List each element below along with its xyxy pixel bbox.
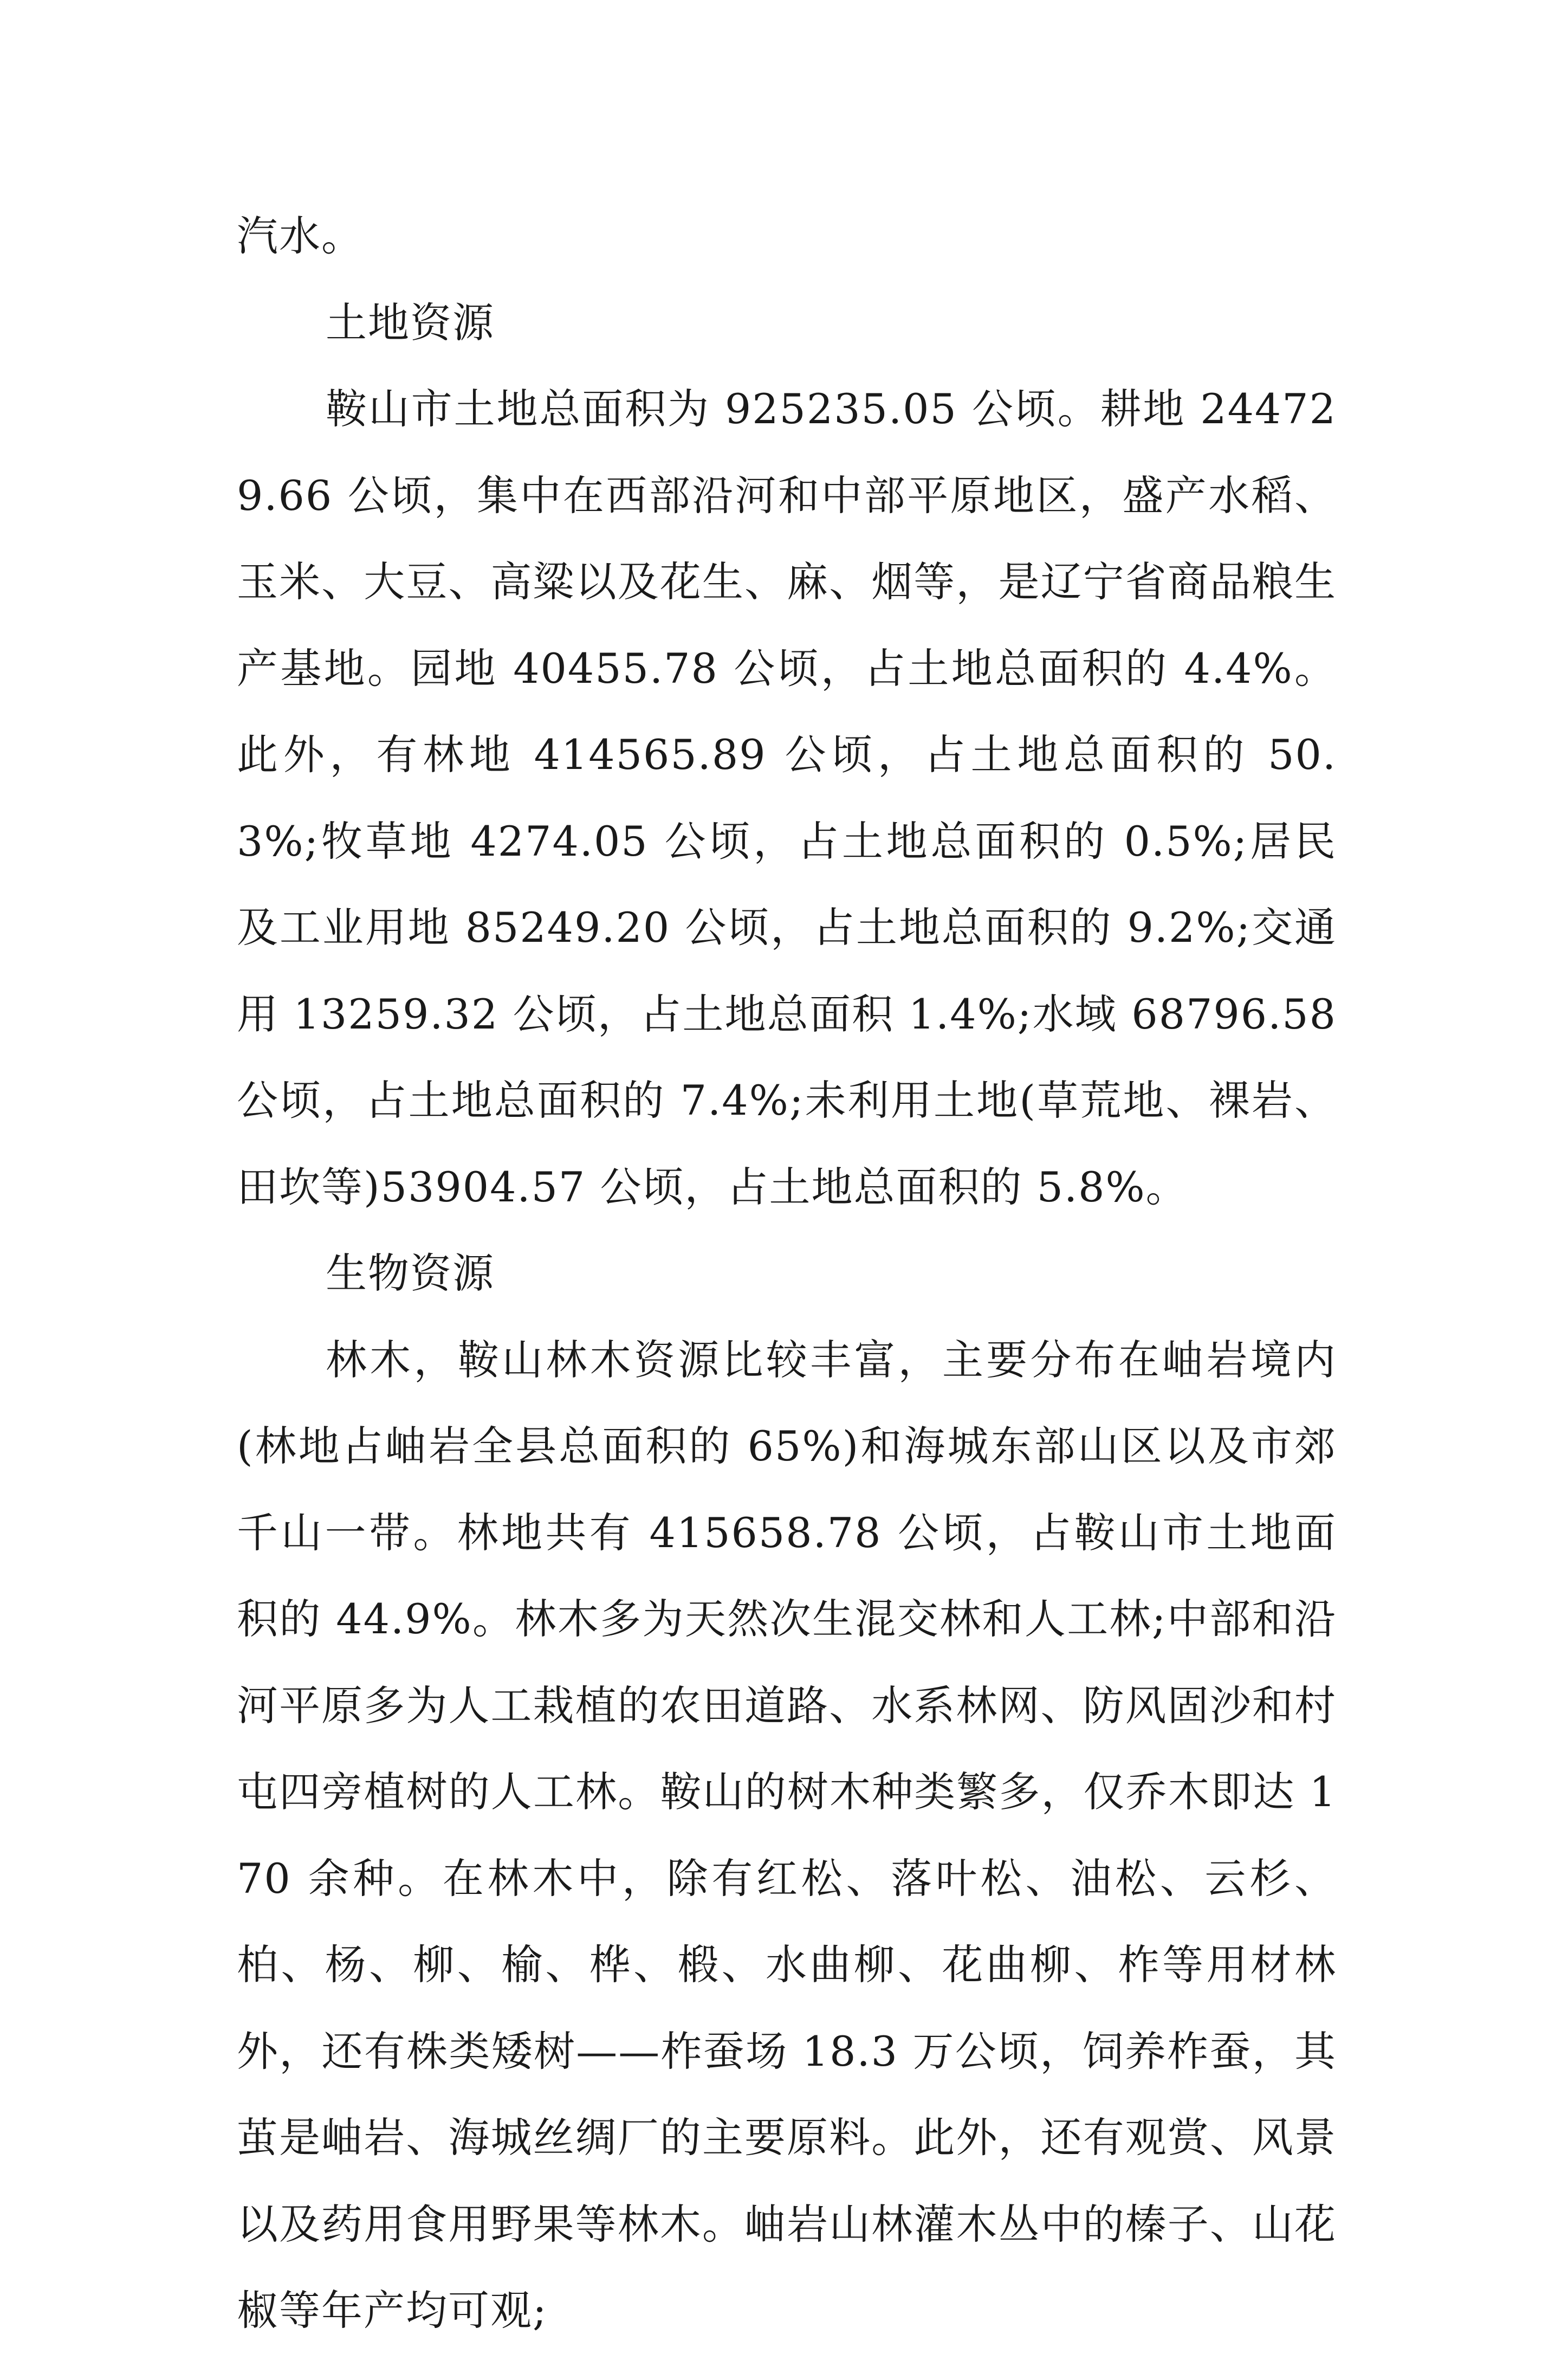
intro-fragment: 汽水。 [237, 212, 364, 260]
biological-resources-heading: 生物资源 [326, 1249, 495, 1297]
biological-resources-paragraph: 林木，鞍山林木资源比较丰富，主要分布在岫岩境内(林地占岫岩全县总面积的 65%)和海城东部山区以及市郊千山一带。林地共有 415658.78 公顷，占鞍山市土地面积的 44.9%。林木多为天然次生混交林和人工林;中部和沿河平原多为人工栽植的农田道路、水系林网、防风固沙和村屯四旁植树的人工林。鞍山的树木种类繁多，仅乔木即达 170 余种。在林木中，除有红松、落叶松、油松、云杉、柏、杨、柳、榆、桦、椴、水曲柳、花曲柳、柞等用材林外，还有株类矮树——柞蚕场 18.3 万公顷，饲养柞蚕，其茧是岫岩、海城丝绸厂的主要原料。此外，还有观赏、风景以及药用食用野果等林木。岫岩山林灌木丛中的榛子、山花椒等年产均可观; [237, 1335, 1337, 2334]
land-resources-paragraph: 鞍山市土地总面积为 925235.05 公顷。耕地 244729.66 公顷，集中在西部沿河和中部平原地区，盛产水稻、玉米、大豆、高粱以及花生、麻、烟等，是辽宁省商品粮生产基地。园地 40455.78 公顷，占土地总面积的 4.4%。此外，有林地 414565.89 公顷，占土地总面积的 50.3%;牧草地 4274.05 公顷，占土地总面积的 0.5%;居民及工业用地 85249.20 公顷，占土地总面积的 9.2%;交通用 13259.32 公顷，占土地总面积 1.4%;水域 68796.58 公顷，占土地总面积的 7.4%;未利用土地(草荒地、裸岩、田坎等)53904.57 公顷，占土地总面积的 5.8%。 [237, 385, 1337, 1211]
land-resources-heading: 土地资源 [326, 298, 495, 347]
document-body [237, 193, 1337, 2354]
